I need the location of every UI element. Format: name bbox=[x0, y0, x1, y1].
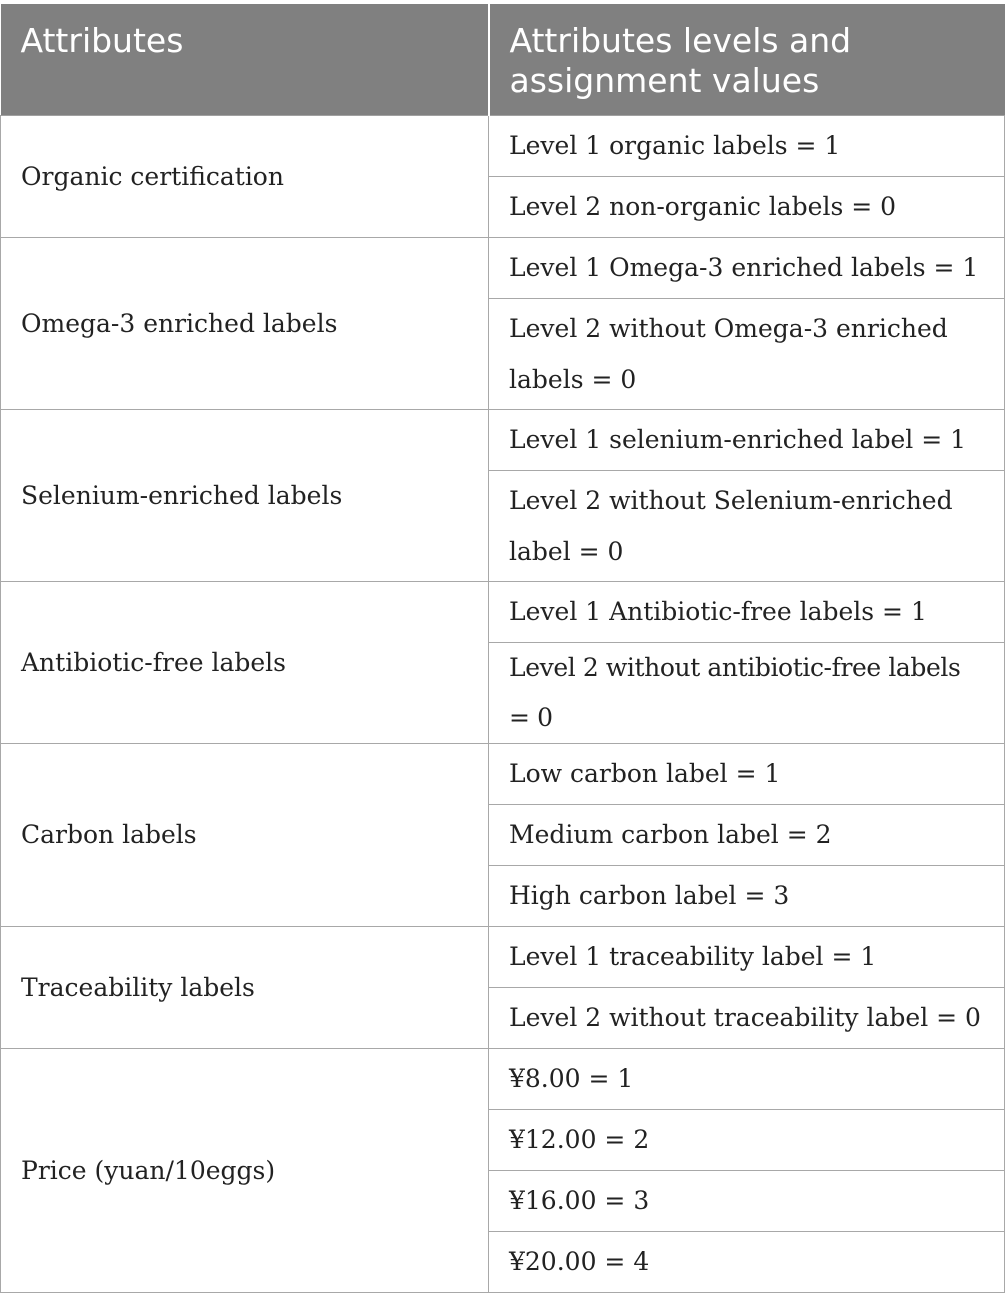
level-cell: ¥20.00 = 4 bbox=[489, 1232, 1005, 1293]
level-cell: High carbon label = 3 bbox=[489, 866, 1005, 927]
attribute-cell: Antibiotic-free labels bbox=[1, 582, 489, 744]
level-cell: Level 1 Omega-3 enriched labels = 1 bbox=[489, 238, 1005, 299]
header-row bbox=[1, 4, 1005, 116]
level-cell: Level 1 Antibiotic-free labels = 1 bbox=[489, 582, 1005, 643]
level-cell: ¥16.00 = 3 bbox=[489, 1171, 1005, 1232]
table-row bbox=[1, 238, 1005, 299]
level-cell: Medium carbon label = 2 bbox=[489, 805, 1005, 866]
level-cell: Level 2 without traceability label = 0 bbox=[489, 988, 1005, 1049]
attribute-cell: Selenium-enriched labels bbox=[1, 410, 489, 582]
table-row bbox=[1, 116, 1005, 177]
level-cell: Level 2 without antibiotic-free labels = 0 bbox=[489, 643, 1005, 744]
level-cell: Level 1 selenium-enriched label = 1 bbox=[489, 410, 1005, 471]
level-cell: ¥12.00 = 2 bbox=[489, 1110, 1005, 1171]
header-levels: Attributes levels and assignment values bbox=[489, 4, 1005, 116]
table-row bbox=[1, 582, 1005, 643]
level-cell: Level 2 without Omega-3 enriched labels = 0 bbox=[489, 299, 1005, 410]
table-row bbox=[1, 1049, 1005, 1110]
attribute-cell: Price (yuan/10eggs) bbox=[1, 1049, 489, 1293]
attribute-cell: Carbon labels bbox=[1, 744, 489, 927]
header-attributes: Attributes bbox=[1, 4, 489, 116]
table-row bbox=[1, 744, 1005, 805]
attributes-table bbox=[0, 4, 1005, 1293]
table-row bbox=[1, 410, 1005, 471]
level-cell: Level 1 organic labels = 1 bbox=[489, 116, 1005, 177]
level-cell: Level 1 traceability label = 1 bbox=[489, 927, 1005, 988]
level-cell: Level 2 without Selenium-enriched label = 0 bbox=[489, 471, 1005, 582]
table-row bbox=[1, 927, 1005, 988]
attribute-cell: Traceability labels bbox=[1, 927, 489, 1049]
level-cell: Level 2 non-organic labels = 0 bbox=[489, 177, 1005, 238]
level-cell: ¥8.00 = 1 bbox=[489, 1049, 1005, 1110]
table-header bbox=[1, 4, 1005, 116]
attribute-cell: Organic certification bbox=[1, 116, 489, 238]
attributes-table-container bbox=[0, 4, 1004, 1293]
table-body bbox=[1, 116, 1005, 1293]
attribute-cell: Omega-3 enriched labels bbox=[1, 238, 489, 410]
level-cell: Low carbon label = 1 bbox=[489, 744, 1005, 805]
